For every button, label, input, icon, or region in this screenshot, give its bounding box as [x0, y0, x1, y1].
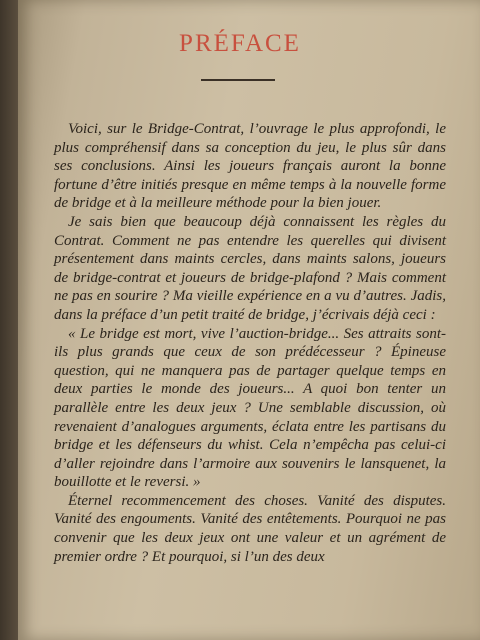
paragraph-quote: « Le bridge est mort, vive l’auction-bridge... Ses attraits sont-ils plus grands que ceux de son prédécesseur ? Épineuse question, qui ne manquera pas de partager quelque temps en deux parties le monde des joueurs... A quoi bon tenter un parallèle entre les deux jeux ? Une semblable discussion, où revenaient d’analogues arguments, éclata entre les partisans du bridge et les défenseurs du whist. Cela n’empêcha pas celui-ci d’aller rejoindre dans l’armoire aux souvenirs le lansquenet, la bouillotte et le reversi. »	[54, 325, 446, 491]
paragraph-contrat: Je sais bien que beaucoup déjà connaissent les règles du Contrat. Comment ne pas entendre les querelles qui divisent présentement dans maints cercles, dans maints salons, joueurs de bridge-contrat et joueurs de bridge-plafond ? Mais comment ne pas en sourire ? Ma vieille expérience en a vu d’autres. Jadis, dans la préface d’un petit traité de bridge, j’écrivais déjà ceci :	[54, 213, 446, 323]
paragraph-vanite: Éternel recommencement des choses. Vanité des disputes. Vanité des engouments. Vanité des entêtements. Pourquoi ne pas convenir que les deux jeux ont une valeur et un agrément de premier ordre ? Et pourquoi, si l’un des deux	[54, 492, 446, 565]
book-spine-shadow	[0, 0, 18, 640]
body-text	[54, 120, 446, 566]
title-divider	[201, 79, 275, 81]
paragraph-intro: Voici, sur le Bridge-Contrat, l’ouvrage le plus approfondi, le plus compréhensif dans sa conception du jeu, le plus sûr dans ses conclusions. Ainsi les joueurs français auront la bonne fortune d’être initiés presque en même temps à la nouvelle forme de bridge et à la meilleure méthode pour la bien jouer.	[54, 121, 446, 212]
page-title: PRÉFACE	[179, 30, 301, 57]
